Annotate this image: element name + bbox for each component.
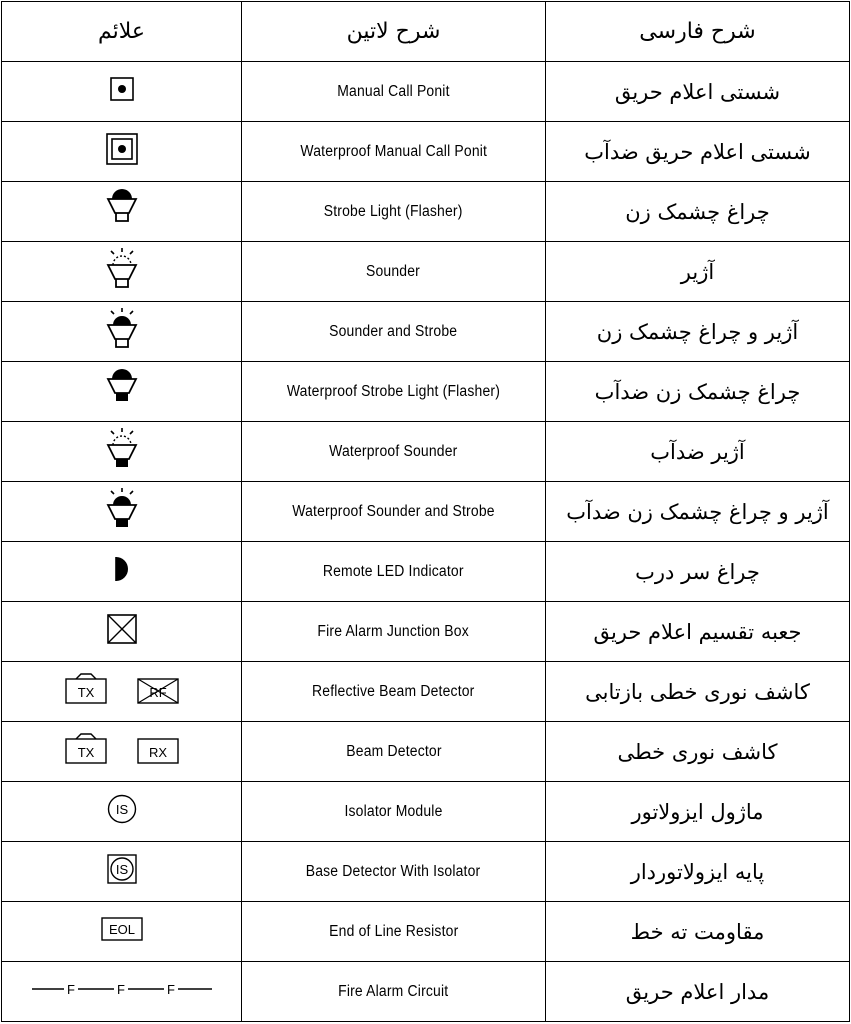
persian-description: جعبه تقسیم اعلام حریق bbox=[546, 602, 850, 662]
persian-description: کاشف نوری خطی بازتابی bbox=[546, 662, 850, 722]
latin-description: Manual Call Ponit bbox=[242, 62, 546, 122]
latin-description: Fire Alarm Circuit bbox=[242, 962, 546, 1022]
table-row bbox=[2, 782, 850, 842]
latin-description: Sounder bbox=[242, 242, 546, 302]
junction-box-icon bbox=[107, 614, 137, 644]
persian-description: چراغ سر درب bbox=[546, 542, 850, 602]
table-row bbox=[2, 842, 850, 902]
latin-description: Waterproof Manual Call Ponit bbox=[242, 122, 546, 182]
manual-call-point-icon bbox=[110, 77, 134, 101]
symbol-cell bbox=[2, 422, 242, 482]
rx-label: RX bbox=[148, 745, 167, 760]
isolator-module-icon bbox=[107, 794, 137, 824]
symbol-cell bbox=[2, 182, 242, 242]
persian-description: چراغ چشمک زن bbox=[546, 182, 850, 242]
table-row bbox=[2, 62, 850, 122]
persian-description: ماژول ایزولاتور bbox=[546, 782, 850, 842]
symbol-cell bbox=[2, 482, 242, 542]
eol-resistor-icon bbox=[101, 917, 143, 941]
persian-description: آژیر و چراغ چشمک زن bbox=[546, 302, 850, 362]
remote-led-indicator-icon bbox=[112, 556, 132, 582]
persian-description: مقاومت ته خط bbox=[546, 902, 850, 962]
waterproof-manual-call-point-icon bbox=[106, 133, 138, 165]
persian-description: آژیر ضدآب bbox=[546, 422, 850, 482]
table-row bbox=[2, 722, 850, 782]
persian-description: آژیر bbox=[546, 242, 850, 302]
latin-description: Strobe Light (Flasher) bbox=[242, 182, 546, 242]
latin-description: Sounder and Strobe bbox=[242, 302, 546, 362]
symbol-cell bbox=[2, 962, 242, 1022]
persian-description: پایه ایزولاتوردار bbox=[546, 842, 850, 902]
persian-description: مدار اعلام حریق bbox=[546, 962, 850, 1022]
latin-description: Base Detector With Isolator bbox=[242, 842, 546, 902]
table-row bbox=[2, 482, 850, 542]
table-row bbox=[2, 242, 850, 302]
symbol-cell bbox=[2, 542, 242, 602]
latin-description: Waterproof Strobe Light (Flasher) bbox=[242, 362, 546, 422]
latin-description: Waterproof Sounder bbox=[242, 422, 546, 482]
symbol-cell bbox=[2, 602, 242, 662]
symbol-cell bbox=[2, 302, 242, 362]
strobe-light-icon bbox=[106, 187, 138, 231]
eol-label: EOL bbox=[108, 922, 135, 937]
persian-description: چراغ چشمک زن ضدآب bbox=[546, 362, 850, 422]
symbol-cell bbox=[2, 902, 242, 962]
symbol-cell bbox=[2, 242, 242, 302]
header-persian: شرح فارسی bbox=[546, 2, 850, 62]
tx-label: TX bbox=[77, 685, 94, 700]
latin-description: End of Line Resistor bbox=[242, 902, 546, 962]
is-label: IS bbox=[115, 802, 128, 817]
tx-label: TX bbox=[77, 745, 94, 760]
symbol-legend-table bbox=[1, 1, 850, 1022]
latin-description: Fire Alarm Junction Box bbox=[242, 602, 546, 662]
table-row bbox=[2, 362, 850, 422]
table-row bbox=[2, 302, 850, 362]
sounder-strobe-icon bbox=[106, 307, 138, 351]
table-row bbox=[2, 122, 850, 182]
table-row bbox=[2, 182, 850, 242]
symbol-cell bbox=[2, 842, 242, 902]
persian-description: کاشف نوری خطی bbox=[546, 722, 850, 782]
symbol-cell bbox=[2, 782, 242, 842]
waterproof-strobe-icon bbox=[106, 367, 138, 411]
base-detector-isolator-icon bbox=[107, 854, 137, 884]
table-row bbox=[2, 962, 850, 1022]
table-row bbox=[2, 422, 850, 482]
circuit-f-label: F bbox=[66, 982, 75, 997]
sounder-icon bbox=[106, 247, 138, 291]
circuit-f-label: F bbox=[166, 982, 175, 997]
fire-alarm-circuit-icon bbox=[30, 979, 214, 999]
symbol-cell bbox=[2, 62, 242, 122]
beam-detector-icon bbox=[62, 733, 182, 765]
header-row bbox=[2, 2, 850, 62]
persian-description: شستی اعلام حریق bbox=[546, 62, 850, 122]
symbol-cell bbox=[2, 722, 242, 782]
circuit-f-label: F bbox=[116, 982, 125, 997]
header-symbol: علائم bbox=[2, 2, 242, 62]
latin-description: Beam Detector bbox=[242, 722, 546, 782]
latin-description: Isolator Module bbox=[242, 782, 546, 842]
symbol-cell bbox=[2, 662, 242, 722]
header-latin: شرح لاتین bbox=[242, 2, 546, 62]
latin-description: Remote LED Indicator bbox=[242, 542, 546, 602]
waterproof-sounder-icon bbox=[106, 427, 138, 471]
persian-description: آژیر و چراغ چشمک زن ضدآب bbox=[546, 482, 850, 542]
persian-description: شستی اعلام حریق ضدآب bbox=[546, 122, 850, 182]
reflective-beam-detector-icon bbox=[62, 673, 182, 705]
symbol-cell bbox=[2, 122, 242, 182]
symbol-cell bbox=[2, 362, 242, 422]
latin-description: Waterproof Sounder and Strobe bbox=[242, 482, 546, 542]
waterproof-sounder-strobe-icon bbox=[106, 487, 138, 531]
is-label: IS bbox=[115, 862, 128, 877]
table-row bbox=[2, 602, 850, 662]
latin-description: Reflective Beam Detector bbox=[242, 662, 546, 722]
table-row bbox=[2, 902, 850, 962]
table-row bbox=[2, 542, 850, 602]
table-row bbox=[2, 662, 850, 722]
rf-label: RF bbox=[148, 685, 167, 700]
